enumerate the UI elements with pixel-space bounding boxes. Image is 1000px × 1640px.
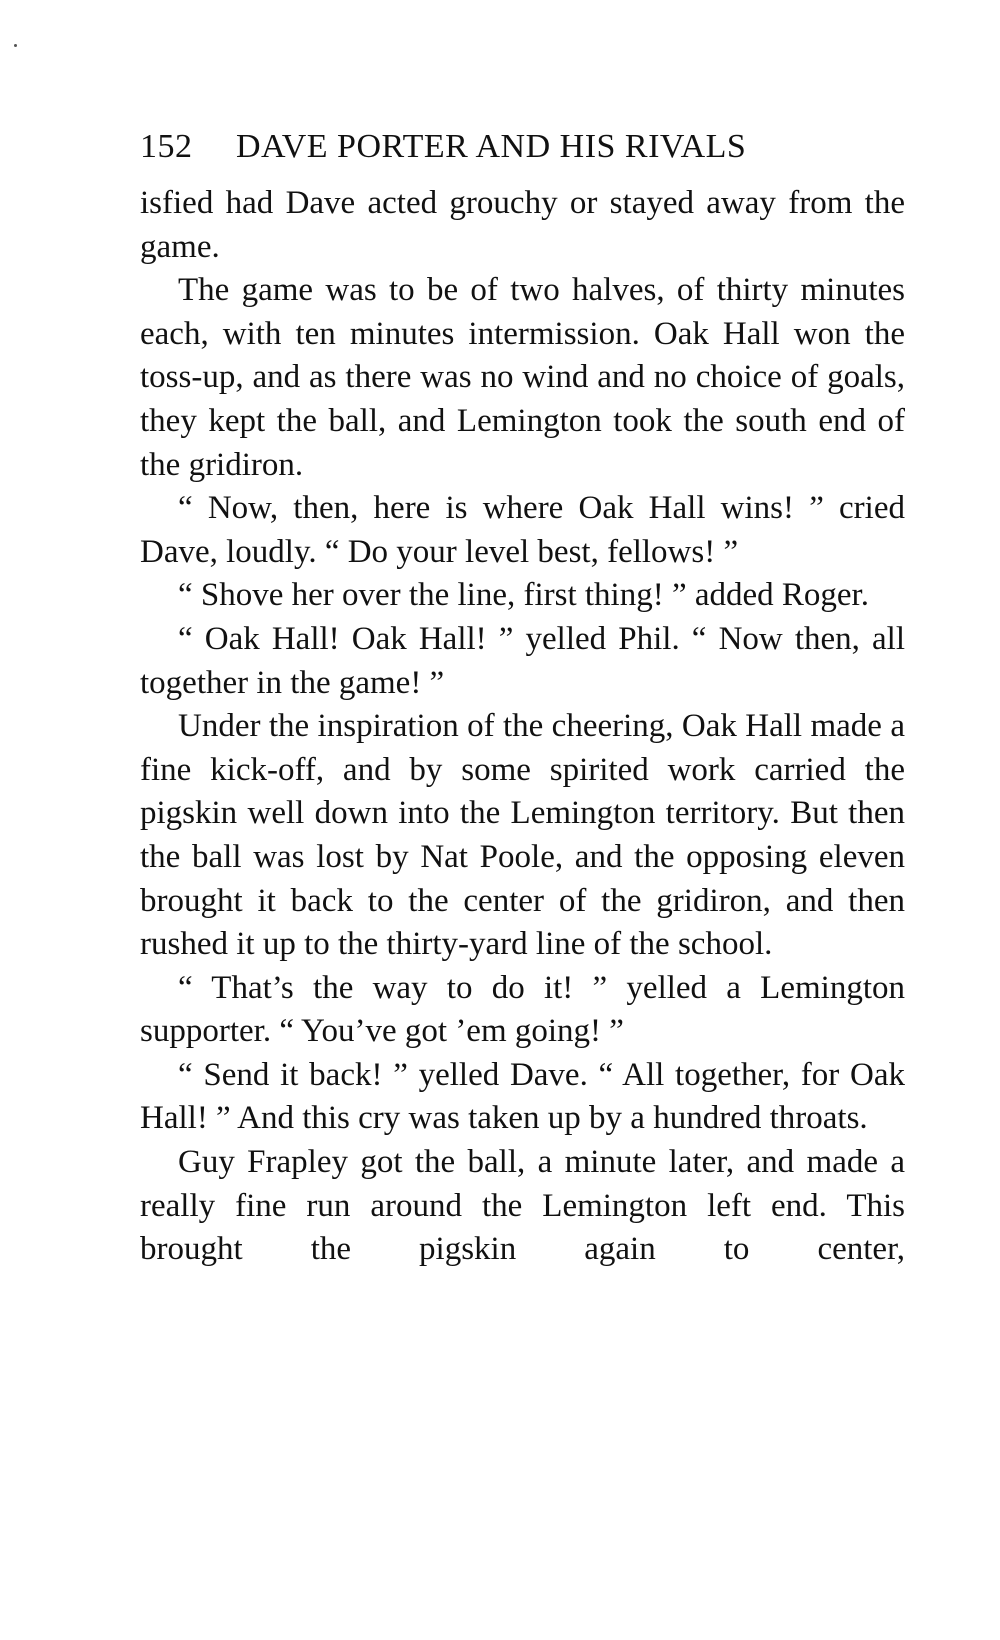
paragraph: The game was to be of two halves, of thirty minutes each, with ten minutes intermission. Oak Hall won the toss-up, and as there was no wind and no choice of goals, they kept the ball, and Lemington took the south end of the gridiron.: [140, 272, 905, 483]
paragraph: “ That’s the way to do it! ” yelled a Lemington supporter. “ You’ve got ’em going! ”: [140, 969, 905, 1050]
page-number: 152: [140, 128, 193, 165]
paragraph: “ Oak Hall! Oak Hall! ” yelled Phil. “ Now then, all together in the game! ”: [140, 620, 905, 701]
running-head-title: DAVE PORTER AND HIS RIVALS: [236, 128, 747, 165]
paragraph: “ Send it back! ” yelled Dave. “ All together, for Oak Hall! ” And this cry was taken up by a hundred throats.: [140, 1056, 905, 1137]
paragraph-continued: isfied had Dave acted grouchy or stayed away from the game.: [140, 185, 905, 265]
running-header: [140, 128, 940, 166]
body-text: [140, 182, 905, 1272]
paragraph: “ Shove her over the line, first thing! ” added Roger.: [178, 577, 869, 614]
paragraph: Under the inspiration of the cheering, Oak Hall made a fine kick-off, and by some spirited work carried the pigskin well down into the Lemington territory. But then the ball was lost by Nat Poole, and the opposing eleven brought it back to the center of the gridiron, and then rushed it up to the thirty-yard line of the school.: [140, 708, 905, 963]
paragraph-continues: Guy Frapley got the ball, a minute later, and made a really fine run around the Lemington left end. This brought the pigskin again to center,: [140, 1144, 905, 1268]
scan-speck: [14, 44, 17, 47]
paragraph: “ Now, then, here is where Oak Hall wins! ” cried Dave, loudly. “ Do your level best, fellows! ”: [140, 490, 905, 570]
